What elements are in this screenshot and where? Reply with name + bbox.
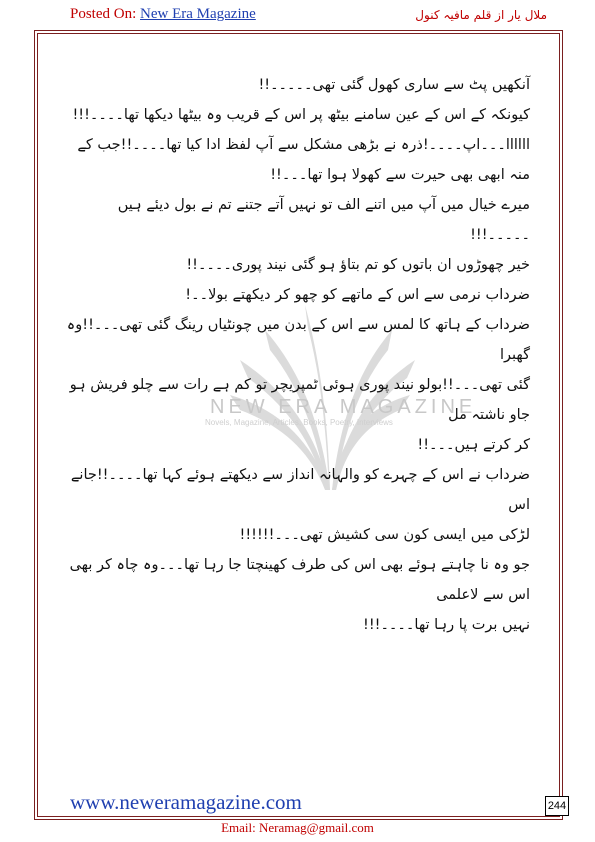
website-link[interactable]: www.neweramagazine.com	[70, 790, 302, 814]
author-line: ملال یار از قلم مافیہ کنول	[415, 8, 547, 22]
paragraph-line: ضرداب نے اس کے چہرے کو والہانہ انداز سے دیکھتے ہوئے کہا تھا۔۔۔۔!!جانے اس	[70, 467, 530, 513]
paragraph-line: نہیں برت پا رہا تھا۔۔۔۔!!!	[363, 617, 530, 633]
paragraph-line: آنکھیں پٹ سے ساری کھول گئی تھی۔۔۔۔۔!!	[258, 77, 530, 93]
paragraph-line: اااااا۔۔۔اپ۔۔۔۔!ذرہ نے بڑھی مشکل سے آپ لفظ ادا کیا تھا۔۔۔۔!!جب کے	[77, 137, 530, 153]
magazine-link[interactable]: New Era Magazine	[140, 6, 256, 22]
story-text	[60, 70, 530, 640]
paragraph-line: لڑکی میں ایسی کون سی کشیش تھی۔۔۔!!!!!!	[239, 527, 530, 543]
paragraph-line: گئی تھی۔۔۔!!بولو نیند پوری ہوئی ٹمپریچر تو کم ہے رات سے چلو فریش ہو جاو ناشتہ مل	[69, 377, 530, 423]
posted-on-label: Posted On:	[70, 6, 137, 22]
page-number: 244	[545, 796, 569, 816]
paragraph-line: میرے خیال میں آپ میں اتنے الف تو نہیں آتے جتنے تم نے بول دیئے ہیں	[117, 197, 530, 213]
paragraph-line: جو وہ نا چاہتے ہوئے بھی اس کی طرف کھینچتا جا رہا تھا۔۔۔وہ چاہ کر بھی اس سے لاعلمی	[69, 557, 530, 603]
paragraph-line: ۔۔۔۔۔!!!	[470, 227, 530, 243]
email-footer: Email: Neramag@gmail.com	[221, 820, 374, 835]
watermark-subtext: Novels, Magazine, Articles, Books, Poetry, Interviews	[205, 418, 393, 427]
paragraph-line: ضرداب کے ہاتھ کا لمس سے اس کے بدن میں چونٹیاں رینگ گئی تھی۔۔۔!!وہ گھبرا	[66, 317, 530, 363]
watermark-text: NEW ERA MAGAZINE	[210, 396, 477, 418]
paragraph-line: کر کرتے ہیں۔۔۔!!	[417, 437, 530, 453]
posted-on-header	[70, 6, 256, 23]
paragraph-line: خیر چھوڑوں ان باتوں کو تم بتاؤ ہو گئی نیند پوری۔۔۔۔!!	[186, 257, 530, 273]
paragraph-line: ضرداب نرمی سے اس کے ماتھے کو چھو کر دیکھتے بولا۔۔!	[185, 287, 530, 303]
paragraph-line: کیونکہ کے اس کے عین سامنے بیٹھ پر اس کے قریب وہ بیٹھا دیکھا تھا۔۔۔۔!!!	[72, 107, 530, 123]
paragraph-line: منہ ابھی بھی حیرت سے کھولا ہوا تھا۔۔۔!!	[270, 167, 530, 183]
